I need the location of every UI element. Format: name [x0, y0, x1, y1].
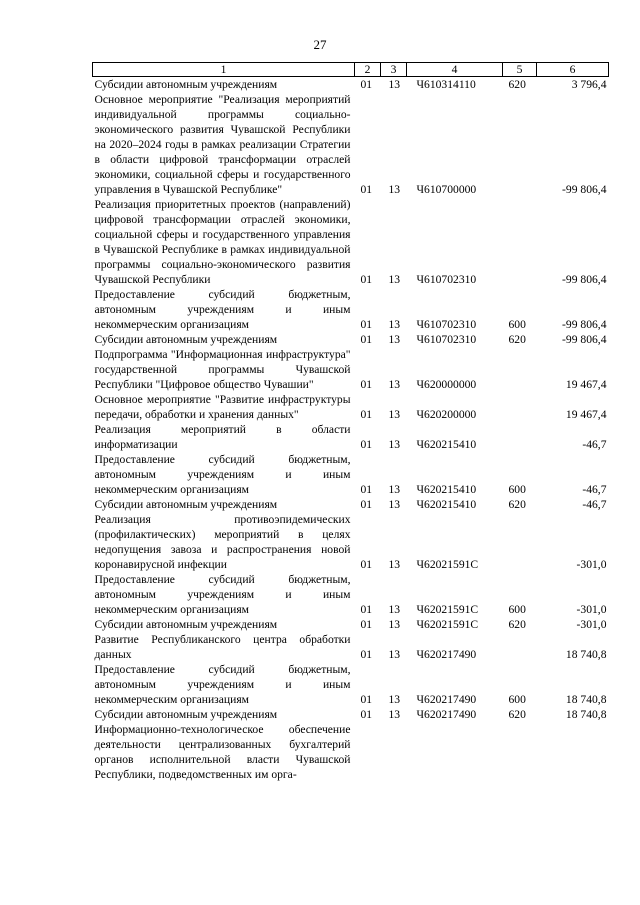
row-target-code-cell: Ч610702310 — [416, 333, 477, 346]
row-section-cell: 01 — [360, 333, 373, 346]
table-row — [93, 287, 609, 332]
table-row — [93, 452, 609, 497]
row-section-cell: 01 — [360, 183, 373, 196]
row-amount-cell: 19 467,4 — [565, 408, 607, 421]
row-amount-cell: 19 467,4 — [565, 378, 607, 391]
row-amount-cell: 3 796,4 — [571, 78, 607, 91]
row-name-cell: Подпрограмма "Информационная инфраструктура" государственной программы Чувашской Республики "Цифровое общество Чувашии" — [94, 348, 351, 391]
column-header: 6 — [537, 63, 609, 77]
row-subsection-cell: 13 — [388, 318, 401, 331]
row-amount-cell: -46,7 — [582, 498, 607, 511]
row-section-cell: 01 — [360, 558, 373, 571]
row-name-cell: Субсидии автономным учреждениям — [94, 78, 278, 91]
row-name-cell: Субсидии автономным учреждениям — [94, 498, 278, 511]
row-target-code-cell: Ч620217490 — [416, 648, 477, 661]
row-section-cell: 01 — [360, 273, 373, 286]
row-section-cell — [355, 722, 381, 782]
row-expense-type-cell: 620 — [508, 333, 526, 346]
table-row — [93, 422, 609, 452]
row-expense-type-cell: 600 — [508, 318, 526, 331]
row-expense-type-cell: 620 — [508, 708, 526, 721]
row-subsection-cell: 13 — [388, 648, 401, 661]
row-subsection-cell: 13 — [388, 78, 401, 91]
row-amount-cell: -301,0 — [576, 558, 607, 571]
table-row — [93, 392, 609, 422]
row-name-cell: Реализация мероприятий в области информатизации — [94, 423, 351, 451]
row-name-cell: Развитие Республиканского центра обработки данных — [94, 633, 351, 661]
row-section-cell: 01 — [360, 693, 373, 706]
table-row — [93, 707, 609, 722]
table-row — [93, 572, 609, 617]
row-section-cell: 01 — [360, 603, 373, 616]
column-header: 1 — [93, 63, 355, 77]
row-section-cell: 01 — [360, 648, 373, 661]
row-name-cell: Предоставление субсидий бюджетным, автономным учреждениям и иным некоммерческим организациям — [94, 573, 351, 616]
row-subsection-cell: 13 — [388, 483, 401, 496]
row-section-cell: 01 — [360, 378, 373, 391]
row-section-cell: 01 — [360, 318, 373, 331]
row-target-code-cell: Ч610702310 — [416, 273, 477, 286]
row-section-cell: 01 — [360, 708, 373, 721]
row-section-cell: 01 — [360, 498, 373, 511]
row-expense-type-cell: 600 — [508, 483, 526, 496]
row-expense-type-cell — [503, 392, 537, 422]
row-expense-type-cell: 620 — [508, 78, 526, 91]
row-amount-cell: -99 806,4 — [562, 318, 607, 331]
table-body — [93, 77, 609, 783]
row-name-cell: Основное мероприятие "Развитие инфраструктуры передачи, обработки и хранения данных" — [94, 393, 351, 421]
row-target-code-cell: Ч610700000 — [416, 183, 477, 196]
row-subsection-cell — [381, 722, 407, 782]
row-amount-cell: -99 806,4 — [562, 183, 607, 196]
row-target-code-cell: Ч620215410 — [416, 498, 477, 511]
row-subsection-cell: 13 — [388, 333, 401, 346]
row-expense-type-cell — [503, 722, 537, 782]
row-subsection-cell: 13 — [388, 603, 401, 616]
row-target-code-cell: Ч62021591С — [416, 558, 479, 571]
row-expense-type-cell: 620 — [508, 498, 526, 511]
row-name-cell: Основное мероприятие "Реализация мероприятий индивидуальной программы социально-экономического развития Чувашской Республики на 2020–2024 годы в рамках реализации Стратегии в области цифровой трансформации отраслей экономики, социальной сферы и государственного управления в Чувашской Республике" — [94, 93, 351, 196]
table-row — [93, 332, 609, 347]
row-subsection-cell: 13 — [388, 498, 401, 511]
column-header: 5 — [503, 63, 537, 77]
row-target-code-cell: Ч620215410 — [416, 438, 477, 451]
row-name-cell: Предоставление субсидий бюджетным, автономным учреждениям и иным некоммерческим организациям — [94, 663, 351, 706]
row-name-cell: Субсидии автономным учреждениям — [94, 618, 278, 631]
row-expense-type-cell — [503, 197, 537, 287]
row-subsection-cell: 13 — [388, 708, 401, 721]
row-section-cell: 01 — [360, 618, 373, 631]
row-name-cell: Субсидии автономным учреждениям — [94, 333, 278, 346]
row-target-code-cell: Ч62021591С — [416, 603, 479, 616]
row-expense-type-cell — [503, 347, 537, 392]
row-target-code-cell: Ч620000000 — [416, 378, 477, 391]
row-subsection-cell: 13 — [388, 558, 401, 571]
table-row — [93, 722, 609, 782]
row-expense-type-cell: 620 — [508, 618, 526, 631]
table-row — [93, 197, 609, 287]
row-target-code-cell — [407, 722, 503, 782]
row-target-code-cell: Ч62021591С — [416, 618, 479, 631]
row-target-code-cell: Ч610314110 — [416, 78, 476, 91]
row-target-code-cell: Ч620200000 — [416, 408, 477, 421]
row-subsection-cell: 13 — [388, 618, 401, 631]
row-subsection-cell: 13 — [388, 438, 401, 451]
row-expense-type-cell — [503, 422, 537, 452]
row-target-code-cell: Ч620217490 — [416, 693, 477, 706]
row-amount-cell: 18 740,8 — [565, 693, 607, 706]
table-row — [93, 347, 609, 392]
row-amount-cell — [537, 722, 609, 782]
row-target-code-cell: Ч620217490 — [416, 708, 477, 721]
row-expense-type-cell — [503, 92, 537, 197]
row-amount-cell: 18 740,8 — [565, 708, 607, 721]
row-subsection-cell: 13 — [388, 408, 401, 421]
row-section-cell: 01 — [360, 483, 373, 496]
row-section-cell: 01 — [360, 78, 373, 91]
table-row — [93, 92, 609, 197]
row-name-cell: Предоставление субсидий бюджетным, автономным учреждениям и иным некоммерческим организациям — [94, 453, 351, 496]
table-row — [93, 77, 609, 93]
row-amount-cell: -301,0 — [576, 618, 607, 631]
row-subsection-cell: 13 — [388, 693, 401, 706]
row-expense-type-cell: 600 — [508, 693, 526, 706]
column-header: 3 — [381, 63, 407, 77]
row-expense-type-cell: 600 — [508, 603, 526, 616]
row-target-code-cell: Ч610702310 — [416, 318, 477, 331]
row-amount-cell: 18 740,8 — [565, 648, 607, 661]
table-row — [93, 662, 609, 707]
table-row — [93, 617, 609, 632]
table-row — [93, 497, 609, 512]
row-name-cell: Субсидии автономным учреждениям — [94, 708, 278, 721]
table-row — [93, 632, 609, 662]
row-name-cell: Реализация противоэпидемических (профилактических) мероприятий в целях недопущения завоза и распространения новой коронавирусной инфекции — [94, 513, 351, 571]
row-name-cell: Реализация приоритетных проектов (направлений) цифровой трансформации отраслей экономики, социальной сферы и государственного управления в Чувашской Республике в рамках индивидуальной программы социально-экономического развития Чувашской Республики — [94, 198, 351, 286]
row-subsection-cell: 13 — [388, 378, 401, 391]
table-header-row — [93, 63, 609, 77]
row-amount-cell: -99 806,4 — [562, 333, 607, 346]
row-expense-type-cell — [503, 512, 537, 572]
column-header: 2 — [355, 63, 381, 77]
row-expense-type-cell — [503, 632, 537, 662]
page-number: 27 — [313, 37, 327, 52]
row-name-cell: Предоставление субсидий бюджетным, автономным учреждениям и иным некоммерческим организациям — [94, 288, 351, 331]
row-amount-cell: -46,7 — [582, 438, 607, 451]
row-amount-cell: -46,7 — [582, 483, 607, 496]
row-amount-cell: -99 806,4 — [562, 273, 607, 286]
row-section-cell: 01 — [360, 408, 373, 421]
row-subsection-cell: 13 — [388, 273, 401, 286]
budget-table — [92, 62, 609, 782]
table-row — [93, 512, 609, 572]
row-amount-cell: -301,0 — [576, 603, 607, 616]
row-target-code-cell: Ч620215410 — [416, 483, 477, 496]
row-name-cell: Информационно-технологическое обеспечение деятельности централизованных бухгалтерий органов исполнительной власти Чувашской Республики, подведомственных им орга- — [94, 723, 351, 781]
column-header: 4 — [407, 63, 503, 77]
row-section-cell: 01 — [360, 438, 373, 451]
row-subsection-cell: 13 — [388, 183, 401, 196]
